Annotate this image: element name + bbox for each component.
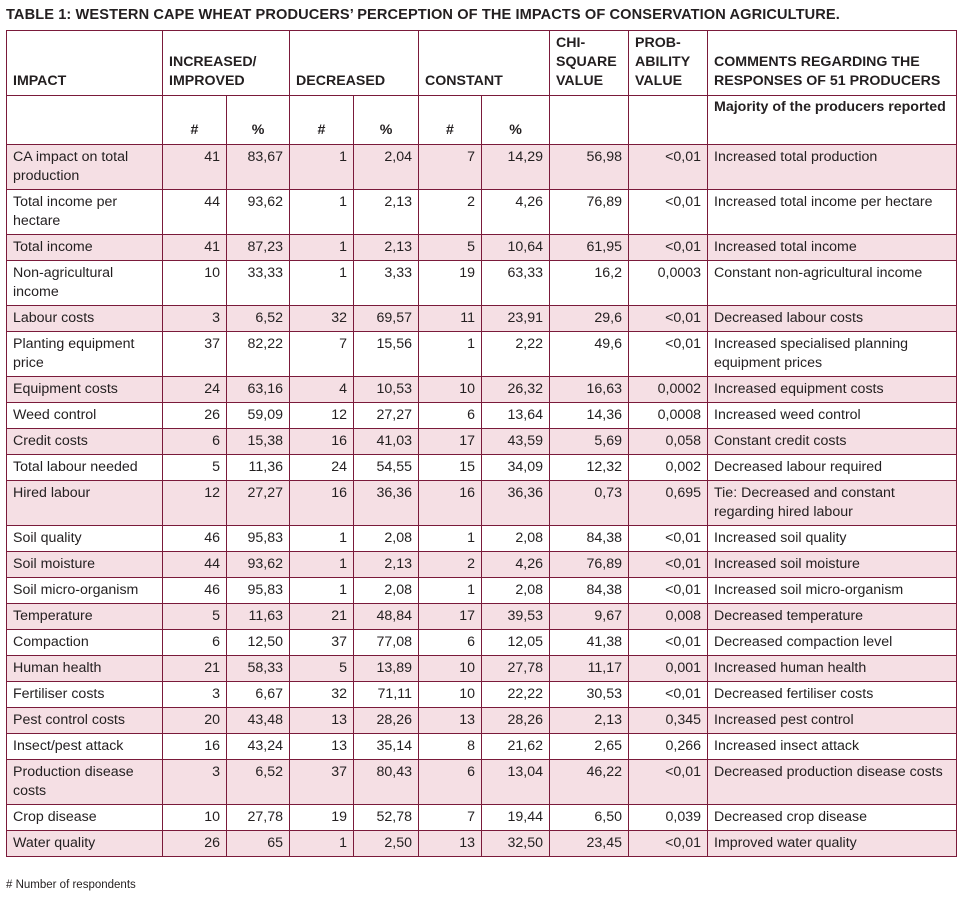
header-sub-chi-blank [550,96,629,145]
increased-pct-cell: 82,22 [227,332,290,377]
constant-pct-cell: 19,44 [482,805,550,831]
decreased-pct-cell: 69,57 [354,306,419,332]
constant-count-cell: 1 [419,578,482,604]
probability-cell: <0,01 [629,760,708,805]
table-row [7,403,957,429]
comment-cell: Constant non-agricultural income [708,261,957,306]
chi-square-cell: 16,2 [550,261,629,306]
decreased-pct-cell: 2,04 [354,145,419,190]
header-sub-prob-blank [629,96,708,145]
increased-count-cell: 46 [163,578,227,604]
decreased-pct-cell: 80,43 [354,760,419,805]
constant-count-cell: 17 [419,604,482,630]
increased-pct-cell: 43,48 [227,708,290,734]
increased-pct-cell: 58,33 [227,656,290,682]
impact-cell: Soil quality [7,526,163,552]
constant-count-cell: 13 [419,831,482,857]
chi-square-cell: 16,63 [550,377,629,403]
comment-cell: Increased soil micro-organism [708,578,957,604]
decreased-count-cell: 13 [290,708,354,734]
constant-pct-cell: 32,50 [482,831,550,857]
footnote: # Number of respondents [6,879,136,891]
table-row [7,526,957,552]
constant-pct-cell: 39,53 [482,604,550,630]
table-row [7,805,957,831]
constant-count-cell: 10 [419,656,482,682]
probability-cell: 0,058 [629,429,708,455]
table-row [7,261,957,306]
constant-pct-cell: 2,08 [482,578,550,604]
constant-pct-cell: 27,78 [482,656,550,682]
decreased-pct-cell: 35,14 [354,734,419,760]
increased-pct-cell: 95,83 [227,526,290,552]
increased-pct-cell: 27,27 [227,481,290,526]
table-row [7,734,957,760]
decreased-count-cell: 1 [290,552,354,578]
impact-cell: Production disease costs [7,760,163,805]
decreased-pct-cell: 48,84 [354,604,419,630]
decreased-count-cell: 1 [290,831,354,857]
decreased-pct-cell: 13,89 [354,656,419,682]
decreased-count-cell: 1 [290,190,354,235]
impact-cell: Equipment costs [7,377,163,403]
comment-cell: Decreased production disease costs [708,760,957,805]
probability-cell: 0,695 [629,481,708,526]
increased-count-cell: 3 [163,760,227,805]
increased-pct-cell: 43,24 [227,734,290,760]
constant-count-cell: 7 [419,805,482,831]
decreased-pct-cell: 28,26 [354,708,419,734]
increased-count-cell: 46 [163,526,227,552]
impact-cell: CA impact on total production [7,145,163,190]
comment-cell: Decreased fertiliser costs [708,682,957,708]
table-row [7,377,957,403]
increased-count-cell: 10 [163,261,227,306]
decreased-pct-cell: 27,27 [354,403,419,429]
table-row [7,831,957,857]
constant-count-cell: 17 [419,429,482,455]
probability-cell: <0,01 [629,630,708,656]
decreased-pct-cell: 71,11 [354,682,419,708]
chi-square-cell: 76,89 [550,552,629,578]
decreased-count-cell: 37 [290,630,354,656]
impact-cell: Compaction [7,630,163,656]
impact-cell: Planting equipment price [7,332,163,377]
constant-count-cell: 10 [419,682,482,708]
increased-pct-cell: 15,38 [227,429,290,455]
constant-count-cell: 6 [419,403,482,429]
increased-count-cell: 24 [163,377,227,403]
chi-square-cell: 84,38 [550,526,629,552]
chi-square-cell: 9,67 [550,604,629,630]
decreased-pct-cell: 2,13 [354,552,419,578]
table-row [7,578,957,604]
impact-cell: Human health [7,656,163,682]
decreased-pct-cell: 2,08 [354,526,419,552]
increased-count-cell: 6 [163,630,227,656]
constant-pct-cell: 13,64 [482,403,550,429]
decreased-count-cell: 4 [290,377,354,403]
constant-count-cell: 15 [419,455,482,481]
table-row [7,190,957,235]
increased-count-cell: 3 [163,682,227,708]
increased-pct-cell: 33,33 [227,261,290,306]
comment-cell: Improved water quality [708,831,957,857]
probability-cell: <0,01 [629,190,708,235]
header-majority: Majority of the producers reported [708,96,957,145]
table-row [7,656,957,682]
constant-pct-cell: 23,91 [482,306,550,332]
decreased-pct-cell: 41,03 [354,429,419,455]
comment-cell: Increased total production [708,145,957,190]
constant-pct-cell: 21,62 [482,734,550,760]
header-constant: CONSTANT [419,31,550,96]
decreased-count-cell: 1 [290,578,354,604]
impact-cell: Credit costs [7,429,163,455]
constant-count-cell: 7 [419,145,482,190]
comment-cell: Decreased crop disease [708,805,957,831]
impact-cell: Total labour needed [7,455,163,481]
decreased-count-cell: 1 [290,145,354,190]
increased-count-cell: 26 [163,403,227,429]
probability-cell: <0,01 [629,682,708,708]
header-constant-pct: % [482,96,550,145]
impact-cell: Crop disease [7,805,163,831]
table-row [7,708,957,734]
impact-cell: Weed control [7,403,163,429]
constant-count-cell: 8 [419,734,482,760]
increased-pct-cell: 93,62 [227,190,290,235]
constant-pct-cell: 63,33 [482,261,550,306]
increased-count-cell: 5 [163,604,227,630]
constant-count-cell: 1 [419,332,482,377]
comment-cell: Decreased labour required [708,455,957,481]
chi-square-cell: 61,95 [550,235,629,261]
impact-cell: Water quality [7,831,163,857]
comment-cell: Increased soil quality [708,526,957,552]
increased-count-cell: 44 [163,190,227,235]
decreased-count-cell: 1 [290,235,354,261]
increased-pct-cell: 59,09 [227,403,290,429]
probability-cell: 0,0003 [629,261,708,306]
comment-cell: Increased soil moisture [708,552,957,578]
probability-cell: 0,008 [629,604,708,630]
decreased-count-cell: 24 [290,455,354,481]
decreased-count-cell: 7 [290,332,354,377]
header-row-sub [7,96,957,145]
constant-pct-cell: 12,05 [482,630,550,656]
constant-count-cell: 10 [419,377,482,403]
table-row [7,145,957,190]
header-increased-pct: % [227,96,290,145]
increased-count-cell: 16 [163,734,227,760]
decreased-count-cell: 37 [290,760,354,805]
decreased-pct-cell: 54,55 [354,455,419,481]
probability-cell: 0,001 [629,656,708,682]
chi-square-cell: 76,89 [550,190,629,235]
table-body [7,145,957,857]
increased-pct-cell: 11,63 [227,604,290,630]
impact-cell: Hired labour [7,481,163,526]
constant-pct-cell: 14,29 [482,145,550,190]
constant-count-cell: 16 [419,481,482,526]
constant-pct-cell: 28,26 [482,708,550,734]
probability-cell: <0,01 [629,831,708,857]
chi-square-cell: 84,38 [550,578,629,604]
increased-count-cell: 6 [163,429,227,455]
constant-pct-cell: 2,08 [482,526,550,552]
constant-count-cell: 13 [419,708,482,734]
increased-pct-cell: 12,50 [227,630,290,656]
increased-pct-cell: 65 [227,831,290,857]
header-probability: PROB-ABILITY VALUE [629,31,708,96]
comment-cell: Decreased compaction level [708,630,957,656]
table-row [7,235,957,261]
increased-pct-cell: 95,83 [227,578,290,604]
increased-pct-cell: 6,52 [227,760,290,805]
probability-cell: 0,0008 [629,403,708,429]
chi-square-cell: 23,45 [550,831,629,857]
chi-square-cell: 46,22 [550,760,629,805]
comment-cell: Increased equipment costs [708,377,957,403]
increased-pct-cell: 63,16 [227,377,290,403]
constant-count-cell: 19 [419,261,482,306]
constant-pct-cell: 26,32 [482,377,550,403]
constant-count-cell: 11 [419,306,482,332]
increased-count-cell: 12 [163,481,227,526]
constant-pct-cell: 36,36 [482,481,550,526]
comment-cell: Decreased labour costs [708,306,957,332]
probability-cell: <0,01 [629,306,708,332]
impact-cell: Pest control costs [7,708,163,734]
table-row [7,332,957,377]
decreased-pct-cell: 52,78 [354,805,419,831]
constant-pct-cell: 2,22 [482,332,550,377]
decreased-count-cell: 16 [290,429,354,455]
chi-square-cell: 6,50 [550,805,629,831]
constant-pct-cell: 10,64 [482,235,550,261]
impact-cell: Total income [7,235,163,261]
header-decreased-count: # [290,96,354,145]
probability-cell: 0,345 [629,708,708,734]
increased-count-cell: 44 [163,552,227,578]
constant-count-cell: 1 [419,526,482,552]
chi-square-cell: 41,38 [550,630,629,656]
decreased-pct-cell: 15,56 [354,332,419,377]
decreased-count-cell: 1 [290,261,354,306]
probability-cell: 0,039 [629,805,708,831]
decreased-count-cell: 1 [290,526,354,552]
header-increased-count: # [163,96,227,145]
impact-cell: Temperature [7,604,163,630]
comment-cell: Increased pest control [708,708,957,734]
constant-pct-cell: 13,04 [482,760,550,805]
table-row [7,429,957,455]
probability-cell: <0,01 [629,145,708,190]
chi-square-cell: 30,53 [550,682,629,708]
increased-pct-cell: 27,78 [227,805,290,831]
increased-pct-cell: 93,62 [227,552,290,578]
header-impact: IMPACT [7,31,163,96]
header-decreased: DECREASED [290,31,419,96]
chi-square-cell: 29,6 [550,306,629,332]
probability-cell: 0,266 [629,734,708,760]
impact-cell: Total income per hectare [7,190,163,235]
table-row [7,682,957,708]
comment-cell: Increased total income [708,235,957,261]
constant-count-cell: 2 [419,552,482,578]
increased-pct-cell: 87,23 [227,235,290,261]
probability-cell: 0,0002 [629,377,708,403]
table-row [7,604,957,630]
chi-square-cell: 0,73 [550,481,629,526]
constant-count-cell: 6 [419,630,482,656]
header-sub-blank [7,96,163,145]
increased-count-cell: 3 [163,306,227,332]
comment-cell: Increased total income per hectare [708,190,957,235]
impact-cell: Fertiliser costs [7,682,163,708]
decreased-count-cell: 32 [290,682,354,708]
constant-count-cell: 2 [419,190,482,235]
header-decreased-pct: % [354,96,419,145]
impacts-table [6,30,957,857]
table-row [7,760,957,805]
decreased-pct-cell: 3,33 [354,261,419,306]
constant-count-cell: 5 [419,235,482,261]
table-row [7,630,957,656]
table-container [6,30,956,857]
increased-pct-cell: 6,67 [227,682,290,708]
decreased-count-cell: 21 [290,604,354,630]
impact-cell: Soil moisture [7,552,163,578]
increased-count-cell: 26 [163,831,227,857]
increased-count-cell: 5 [163,455,227,481]
chi-square-cell: 5,69 [550,429,629,455]
table-caption: TABLE 1: WESTERN CAPE WHEAT PRODUCERS’ PERCEPTION OF THE IMPACTS OF CONSERVATION AGRICULTURE. [6,7,840,23]
chi-square-cell: 14,36 [550,403,629,429]
comment-cell: Constant credit costs [708,429,957,455]
constant-pct-cell: 34,09 [482,455,550,481]
decreased-pct-cell: 10,53 [354,377,419,403]
decreased-pct-cell: 2,13 [354,235,419,261]
table-row [7,552,957,578]
increased-count-cell: 21 [163,656,227,682]
impact-cell: Soil micro-organism [7,578,163,604]
impact-cell: Labour costs [7,306,163,332]
impact-cell: Insect/pest attack [7,734,163,760]
constant-pct-cell: 4,26 [482,552,550,578]
decreased-pct-cell: 2,50 [354,831,419,857]
decreased-count-cell: 13 [290,734,354,760]
decreased-count-cell: 19 [290,805,354,831]
chi-square-cell: 2,13 [550,708,629,734]
comment-cell: Increased insect attack [708,734,957,760]
comment-cell: Tie: Decreased and constant regarding hired labour [708,481,957,526]
chi-square-cell: 2,65 [550,734,629,760]
decreased-pct-cell: 2,13 [354,190,419,235]
increased-count-cell: 37 [163,332,227,377]
comment-cell: Decreased temperature [708,604,957,630]
table-row [7,481,957,526]
decreased-pct-cell: 2,08 [354,578,419,604]
constant-count-cell: 6 [419,760,482,805]
header-increased: INCREASED/ IMPROVED [163,31,290,96]
probability-cell: 0,002 [629,455,708,481]
increased-count-cell: 41 [163,145,227,190]
increased-pct-cell: 11,36 [227,455,290,481]
probability-cell: <0,01 [629,526,708,552]
chi-square-cell: 49,6 [550,332,629,377]
table-row [7,306,957,332]
impact-cell: Non-agricultural income [7,261,163,306]
decreased-pct-cell: 77,08 [354,630,419,656]
header-comments: COMMENTS REGARDING THE RESPONSES OF 51 PRODUCERS [708,31,957,96]
comment-cell: Increased human health [708,656,957,682]
probability-cell: <0,01 [629,578,708,604]
increased-count-cell: 20 [163,708,227,734]
chi-square-cell: 11,17 [550,656,629,682]
probability-cell: <0,01 [629,552,708,578]
header-chi-square: CHI-SQUARE VALUE [550,31,629,96]
table-row [7,455,957,481]
decreased-count-cell: 5 [290,656,354,682]
constant-pct-cell: 43,59 [482,429,550,455]
decreased-pct-cell: 36,36 [354,481,419,526]
increased-pct-cell: 83,67 [227,145,290,190]
increased-count-cell: 41 [163,235,227,261]
comment-cell: Increased specialised planning equipment prices [708,332,957,377]
constant-pct-cell: 4,26 [482,190,550,235]
chi-square-cell: 12,32 [550,455,629,481]
decreased-count-cell: 12 [290,403,354,429]
increased-pct-cell: 6,52 [227,306,290,332]
decreased-count-cell: 32 [290,306,354,332]
header-constant-count: # [419,96,482,145]
increased-count-cell: 10 [163,805,227,831]
constant-pct-cell: 22,22 [482,682,550,708]
header-row-main [7,31,957,96]
comment-cell: Increased weed control [708,403,957,429]
probability-cell: <0,01 [629,332,708,377]
probability-cell: <0,01 [629,235,708,261]
chi-square-cell: 56,98 [550,145,629,190]
decreased-count-cell: 16 [290,481,354,526]
